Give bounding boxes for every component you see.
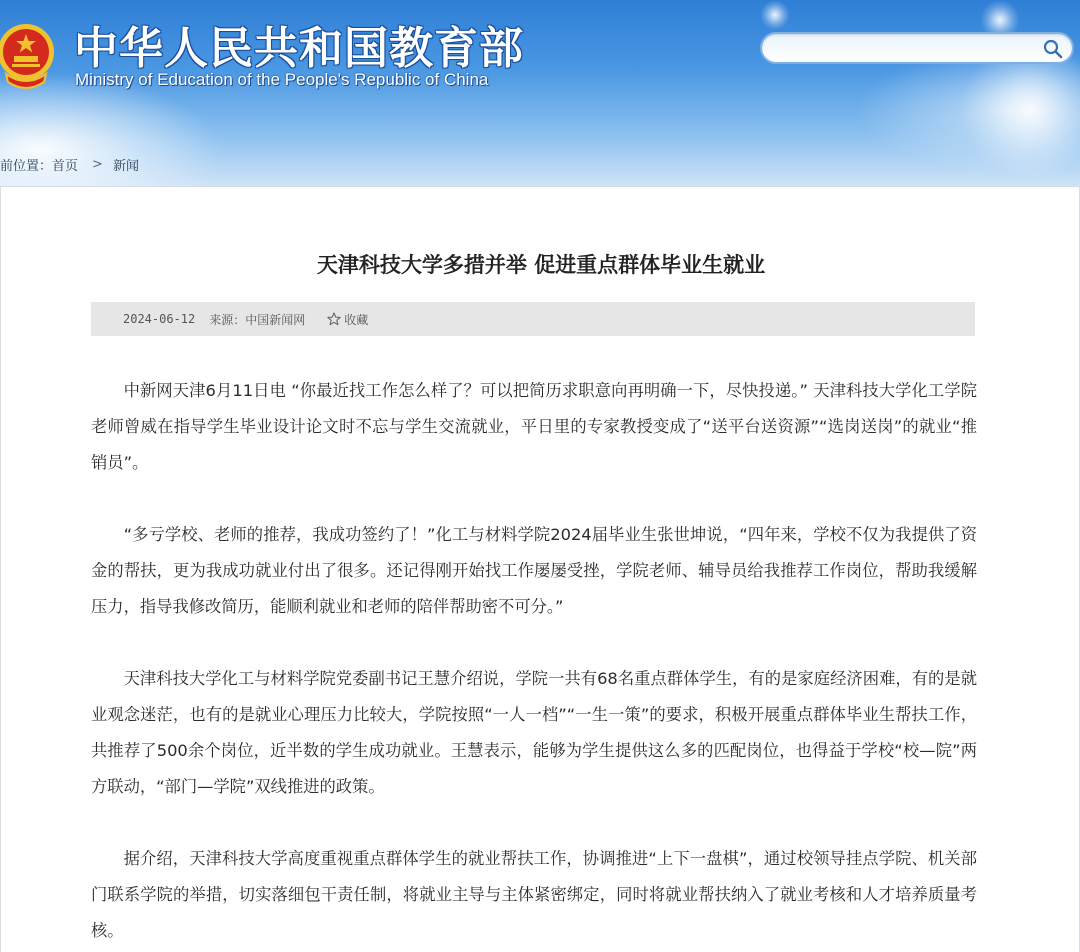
favorite-button[interactable] xyxy=(327,311,368,328)
article-date: 2024-06-12 xyxy=(123,312,196,326)
article-title: 天津科技大学多措并举 促进重点群体毕业生就业 xyxy=(316,253,766,277)
site-header xyxy=(0,0,1080,186)
article-paragraph: 中新网天津6月11日电 “你最近找工作怎么样了？可以把简历求职意向再明确一下，尽快投递。” 天津科技大学化工学院老师曾威在指导学生毕业设计论文时不忘与学生交流就业，平日里的专家教授变成了“送平台送资源”“选岗送岗”的就业“推销员”。 xyxy=(91,381,977,472)
breadcrumb-separator: > xyxy=(92,156,103,172)
breadcrumb-home-link[interactable]: 首页 xyxy=(52,158,79,174)
search-icon[interactable] xyxy=(1042,38,1064,60)
dandelion-decoration xyxy=(760,0,790,30)
article-source: 来源：中国新闻网 xyxy=(209,312,306,327)
breadcrumb-prefix: 前位置： xyxy=(0,158,53,174)
article-paragraph: 天津科技大学化工与材料学院党委副书记王慧介绍说，学院一共有68名重点群体学生，有的是家庭经济困难，有的是就业观念迷茫，也有的是就业心理压力比较大，学院按照“一人一档”“一生一策”的要求，积极开展重点群体毕业生帮扶工作，共推荐了500余个岗位，近半数的学生成功就业。王慧表示，能够为学生提供这么多的匹配岗位，也得益于学校“校—院”两方联动，“部门—学院”双线推进的政策。 xyxy=(91,669,977,796)
article-container xyxy=(0,186,1080,952)
favorite-label[interactable]: 收藏 xyxy=(344,312,369,327)
site-subtitle[interactable]: Ministry of Education of the People's Republic of China xyxy=(75,70,489,89)
article-paragraph: 据介绍，天津科技大学高度重视重点群体学生的就业帮扶工作，协调推进“上下一盘棋”，通过校领导挂点学院、机关部门联系学院的举措，切实落细包干责任制，将就业主导与主体紧密绑定，同时将就业帮扶纳入了就业考核和人才培养质量考核。 xyxy=(91,849,977,940)
national-emblem-icon[interactable] xyxy=(0,8,58,94)
search-input[interactable] xyxy=(776,38,1042,60)
site-title[interactable]: 中华人民共和国教育部 xyxy=(74,23,524,74)
search-box xyxy=(760,32,1074,64)
breadcrumb-current[interactable]: 新闻 xyxy=(112,158,139,174)
article-meta-bar xyxy=(91,302,975,336)
article-paragraph: “多亏学校、老师的推荐，我成功签约了！”化工与材料学院2024届毕业生张世坤说，“四年来，学校不仅为我提供了资金的帮扶，更为我成功就业付出了很多。还记得刚开始找工作屡屡受挫，学院老师、辅导员给我推荐工作岗位，帮助我缓解压力，指导我修改简历，能顺利就业和老师的陪伴帮助密不可分。” xyxy=(91,525,977,616)
article-body xyxy=(91,373,977,952)
star-outline-icon[interactable] xyxy=(327,312,341,326)
breadcrumb xyxy=(0,154,139,174)
